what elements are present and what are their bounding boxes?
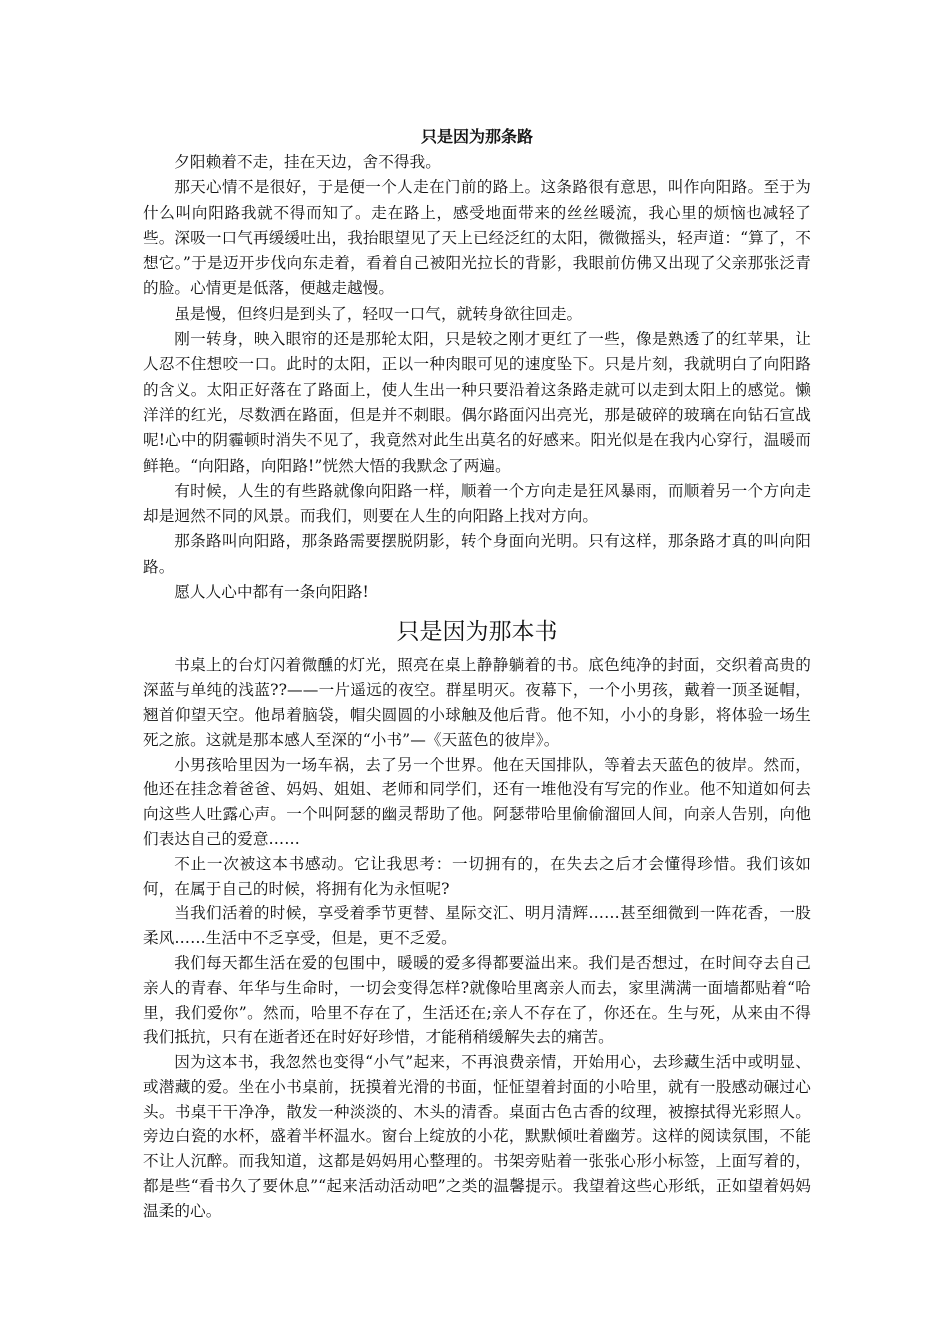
paragraph: 夕阳赖着不走，挂在天边，舍不得我。 (174, 153, 441, 171)
paragraph: 那天心情不是很好，于是便一个人走在门前的路上。这条路很有意思，叫作向阳路。至于为什么叫向阳路我就不得而知了。走在路上，感受地面带来的丝丝暖流，我心里的烦恼也减轻了些。深吸一口气再缓缓吐出，我抬眼望见了天上已经泛红的太阳，微微摇头，轻声道：“算了，不想它。”于是迈开步伐向东走着，看着自己被阳光拉长的背影，我眼前仿佛又出现了父亲那张泛青的脸。心情更是低落，便越走越慢。 (143, 178, 811, 298)
paragraph: 有时候，人生的有些路就像向阳路一样，顺着一个方向走是狂风暴雨，而顺着另一个方向走却是迥然不同的风景。而我们，则要在人生的向阳路上找对方向。 (143, 481, 811, 526)
paragraph: 那条路叫向阳路，那条路需要摆脱阴影，转个身面向光明。只有这样，那条路才真的叫向阳路。 (143, 532, 811, 576)
article-title-road: 只是因为那条路 (420, 127, 533, 146)
article-book (143, 614, 811, 1223)
paragraph: 愿人人心中都有一条向阳路! (174, 583, 369, 602)
article-road (143, 124, 811, 605)
paragraph: 小男孩哈里因为一场车祸，去了另一个世界。他在天国排队，等着去天蓝色的彼岸。然而，他还在挂念着爸爸、妈妈、姐姐、老师和同学们，还有一堆他没有写完的作业。他不知道如何去向这些人吐露心声。一个叫阿瑟的幽灵帮助了他。阿瑟带哈里偷偷溜回人间，向亲人告别，向他们表达自己的爱意…… (143, 755, 811, 848)
article-title-book: 只是因为那本书 (396, 619, 558, 646)
paragraph: 虽是慢，但终归是到头了，轻叹一口气，就转身欲往回走。 (174, 304, 583, 323)
paragraph: 当我们活着的时候，享受着季节更替、星际交汇、明月清辉……甚至细微到一阵花香，一股柔风……生活中不乏享受，但是，更不乏爱。 (143, 904, 811, 948)
paragraph: 书桌上的台灯闪着微醺的灯光，照亮在桌上静静躺着的书。底色纯净的封面，交织着高贵的深蓝与单纯的浅蓝??——一片遥远的夜空。群星明灭。夜幕下，一个小男孩，戴着一顶圣诞帽，翘首仰望天空。他昂着脑袋，帽尖圆圆的小球触及他后背。他不知，小小的身影，将体验一场生死之旅。这就是那本感人至深的“小书”—《天蓝色的彼岸》。 (143, 656, 811, 749)
document-page (143, 124, 811, 1224)
paragraph: 我们每天都生活在爱的包围中，暖暖的爱多得都要溢出来。我们是否想过，在时间夺去自己亲人的青春、年华与生命时，一切会变得怎样?就像哈里离亲人而去，家里满满一面墙都贴着“哈里，我们爱你”。然而，哈里不存在了，生活还在;亲人不存在了，你还在。生与死，从来由不得我们抵抗，只有在逝者还在时好好珍惜，才能稍稍缓解失去的痛苦。 (143, 953, 811, 1047)
paragraph: 刚一转身，映入眼帘的还是那轮太阳，只是较之刚才更红了一些，像是熟透了的红苹果，让人忍不住想咬一口。此时的太阳，正以一种肉眼可见的速度坠下。只是片刻，我就明白了向阳路的含义。太阳正好落在了路面上，使人生出一种只要沿着这条路走就可以走到太阳上的感觉。懒洋洋的红光，尽数洒在路面，但是并不刺眼。偶尔路面闪出亮光，那是破碎的玻璃在向钻石宣战呢!心中的阴霾顿时消失不见了，我竟然对此生出莫名的好感来。阳光似是在我内心穿行，温暖而鲜艳。“向阳路，向阳路!”恍然大悟的我默念了两遍。 (143, 330, 811, 475)
paragraph: 因为这本书，我忽然也变得“小气”起来，不再浪费亲情，开始用心，去珍藏生活中或明显、或潜藏的爱。坐在小书桌前，抚摸着光滑的书面，怔怔望着封面的小哈里，就有一股感动碾过心头。书桌干干净净，散发一种淡淡的、木头的清香。桌面古色古香的纹理，被擦拭得光彩照人。旁边白瓷的水杯，盛着半杯温水。窗台上绽放的小花，默默倾吐着幽芳。这样的阅读氛围，不能不让人沉醉。而我知道，这都是妈妈用心整理的。书架旁贴着一张张心形小标签，上面写着的，都是些“看书久了要休息”“起来活动活动吧”之类的温馨提示。我望着这些心形纸，正如望着妈妈温柔的心。 (143, 1053, 811, 1220)
paragraph: 不止一次被这本书感动。它让我思考：一切拥有的，在失去之后才会懂得珍惜。我们该如何，在属于自己的时候，将拥有化为永恒呢? (143, 854, 811, 898)
